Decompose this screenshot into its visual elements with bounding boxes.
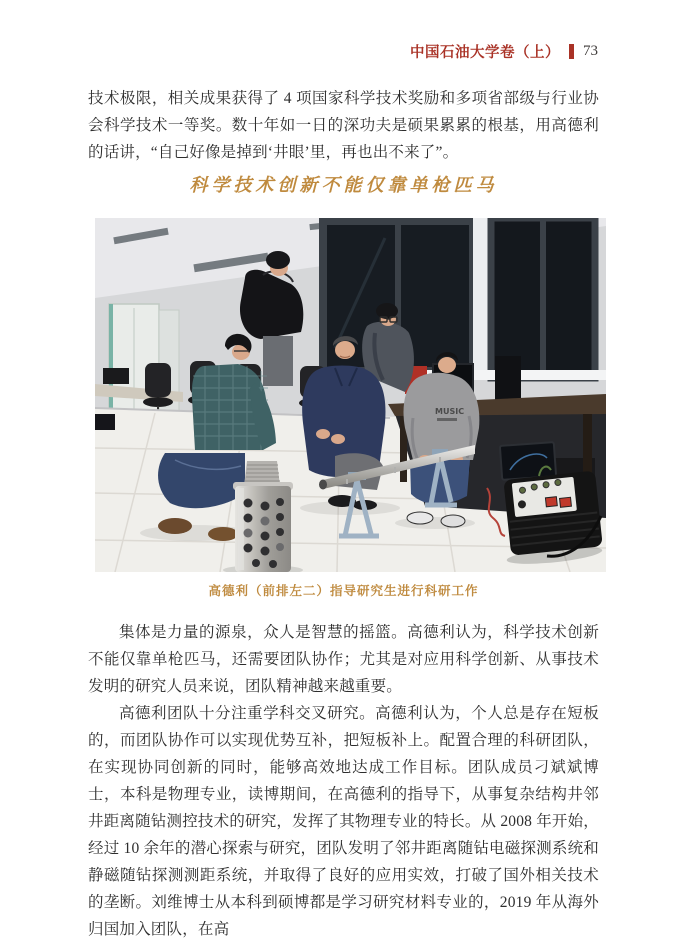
section-heading: 科学技术创新不能仅靠单枪匹马 [189, 175, 498, 195]
research-photo [95, 218, 606, 572]
intro-paragraph: 技术极限，相关成果获得了 4 项国家科学技术奖励和多项省部级与行业协会科学技术一等奖。数十年如一日的深功夫是硕果累累的根基，用高德利的话讲，“自己好像是掉到‘井眼’里，再也出不来了”。 [88, 90, 599, 161]
instrument-case [498, 471, 604, 568]
header-separator-bar [569, 44, 574, 59]
person3-hand [316, 429, 330, 439]
sweatshirt-print: MUSIC [435, 407, 465, 416]
person2-shoe [208, 527, 238, 541]
red-switch [560, 497, 572, 507]
page-number: 73 [583, 43, 598, 59]
header-title: 中国石油大学卷（上） [410, 45, 560, 61]
person2-shoe [158, 518, 192, 534]
body-paragraph: 高德利团队十分注重学科交叉研究。高德利认为，个人总是存在短板的，而团队协作可以实现优势互补，把短板补上。配置合理的科研团队，在实现协同创新的同时，能够高效地达成工作目标。团队成员刁斌斌博士，本科是物理专业，读博期间，在高德利的指导下，从事复杂结构井邻井距离随钻测控技术的研究，发挥了其物理专业的特长。从 2008 年开始，经过 10 余年的潜心探索与研究，团队发明了邻井距离随钻电磁探测系统和静磁随钻探测测距系统，并取得了良好的应用实效，打破了国外相关技术的垄断。刘维博士从本科到硕博都是学习研究材料专业的，2019 年从海外归国加入团队，在高 [88, 705, 599, 938]
person5-shoe [441, 515, 465, 527]
article-body [88, 619, 599, 943]
person1-hair [266, 251, 290, 269]
lab-scene-illustration [95, 218, 606, 572]
body-paragraph: 集体是力量的源泉，众人是智慧的摇篮。高德利认为，科学技术创新不能仅靠单枪匹马，还需要团队协作；尤其是对应用科学创新、从事技术发明的研究人员来说，团队精神越来越重要。 [88, 624, 599, 695]
computer-tower [495, 356, 521, 404]
laptop [500, 442, 556, 480]
floor-bag [95, 414, 115, 430]
red-switch [545, 497, 557, 507]
photo-caption: 高德利（前排左二）指导研究生进行科研工作 [208, 584, 479, 598]
page-header [410, 41, 598, 62]
person3-hand [331, 434, 345, 444]
person5-shoe [407, 512, 433, 524]
